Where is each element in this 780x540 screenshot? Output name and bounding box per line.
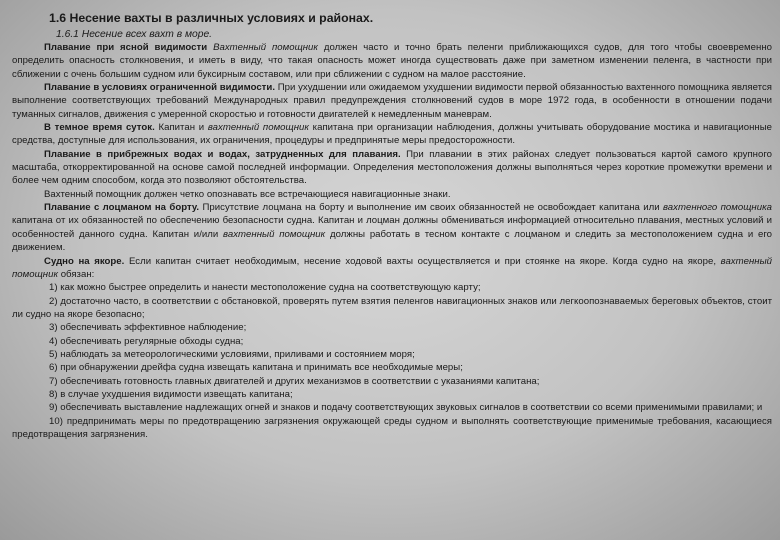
paragraph-lead: Плавание в прибрежных водах и водах, затрудненных для плавания. — [44, 148, 401, 160]
list-item: 2) достаточно часто, в соответствии с обстановкой, проверять путем взятия пеленгов навигационных знаков или легкоопознаваемых береговых объектов, стоит ли судно на якоре безопасно; — [12, 295, 772, 320]
paragraph-text: Вахтенный помощник должен четко опознавать все встречающиеся навигационные знаки. — [44, 188, 451, 200]
paragraph-text: должны работать в тесном контакте с лоцманом и следить за местоположением судна и его движением. — [12, 228, 773, 254]
paragraph-at-anchor — [12, 255, 772, 282]
paragraph-lead: Судно на якоре. — [44, 255, 125, 267]
paragraph-text: обязан: — [60, 268, 95, 280]
list-item: 6) при обнаружении дрейфа судна извещать капитана и принимать все необходимые меры; — [49, 362, 463, 374]
list-item: 4) обеспечивать регулярные обходы судна; — [49, 335, 244, 347]
paragraph-coastal-waters — [12, 148, 772, 188]
list-item: 1) как можно быстрее определить и нанести местоположение судна на соответствующую карту; — [49, 282, 481, 294]
section-subtitle: 1.6.1 Несение всех вахт в море. — [56, 29, 213, 40]
emphasis-officer: вахтенного помощника — [662, 202, 772, 214]
emphasis-officer: Вахтенный помощник — [213, 42, 318, 53]
list-item: 8) в случае ухудшения видимости извещать капитана; — [49, 388, 293, 400]
list-item: 5) наблюдать за метеорологическими условиями, приливами и состоянием моря; — [49, 348, 415, 360]
paragraph-lead: Плавание в условиях ограниченной видимости. — [44, 82, 276, 94]
paragraph-text: капитана от их обязанностей по обеспечению безопасности судна. Капитан и лоцман должны обмениваться информацией относительно плавания, местных условий и особенностей данного судна. Капитан и/или — [12, 215, 772, 240]
paragraph-text: При плавании в этих районах следует пользоваться картой самого крупного масштаба, откорректированной на основе самой последней информации. Определения местоположения должны выполняться через короткие промежутки времени и более чем одним способом, когда это позволяют обстоятельства. — [12, 148, 772, 187]
emphasis-officer: вахтенный помощник — [207, 122, 309, 134]
paragraph-pilot-on-board — [12, 201, 772, 254]
emphasis-officer: вахтенный помощник — [12, 255, 773, 280]
paragraph-restricted-visibility — [12, 81, 772, 121]
paragraph-lead: В темное время суток. — [44, 122, 155, 134]
list-item: 7) обеспечивать готовность главных двигателей и других механизмов в соответствии с указаниями капитана; — [49, 375, 540, 387]
list-item: 3) обеспечивать эффективное наблюдение; — [49, 322, 247, 334]
paragraph-text: капитана при организации наблюдения, должны учитывать оборудование мостика и навигационные средства, доступные для использования, их ограничения, процедуры и предпринятые меры предосторожности. — [12, 122, 773, 147]
paragraph-lead: Плавание с лоцманом на борту. — [44, 202, 200, 214]
list-item: 9) обеспечивать выставление надлежащих огней и знаков и подачу соответствующих звуковых сигналов в соответствии со всеми применимыми правилами; и — [49, 402, 763, 414]
paragraph-lead: Плавание при ясной видимости — [44, 42, 208, 53]
paragraph-text: Капитан и — [158, 122, 205, 134]
page-title: 1.6 Несение вахты в различных условиях и районах. — [49, 11, 374, 25]
list-item: 10) предпринимать меры по предотвращению загрязнения окружающей среды судном и выполнять соответствующие применимые требования, касающиеся предотвращения загрязнения. — [12, 415, 772, 440]
paragraph-text: должен часто и точно брать пеленги приближающихся судов, для того чтобы своевременно определить опасность столкновения, и иметь в виду, что такая опасность может иногда существовать даже при заметном изменении пеленга, в частности при сближении с очень большим судном или буксирным составом, или при сближении с судном на малое расстояние. — [12, 42, 772, 80]
paragraph-text: Если капитан считает необходимым, несение ходовой вахты осуществляется и при стоянке на якоре. Когда судно на якоре, — [128, 255, 717, 267]
emphasis-officer: вахтенный помощник — [223, 228, 326, 240]
paragraph-night — [12, 121, 772, 148]
paragraph-navigation-marks — [12, 188, 772, 201]
paragraph-clear-visibility — [12, 41, 772, 81]
paragraph-text: Присутствие лоцмана на борту и выполнение им своих обязанностей не освобождает капитана или — [202, 202, 660, 214]
paragraph-text: При ухудшении или ожидаемом ухудшении видимости первой обязанностью вахтенного помощника является выполнение соответствующих требований Международных правил предупреждения столкновений судов в море 1972 года, в особенности в отношении подачи туманных сигналов, движения с умеренной скоростью и готовности двигателей к немедленным маневрам. — [12, 82, 773, 120]
